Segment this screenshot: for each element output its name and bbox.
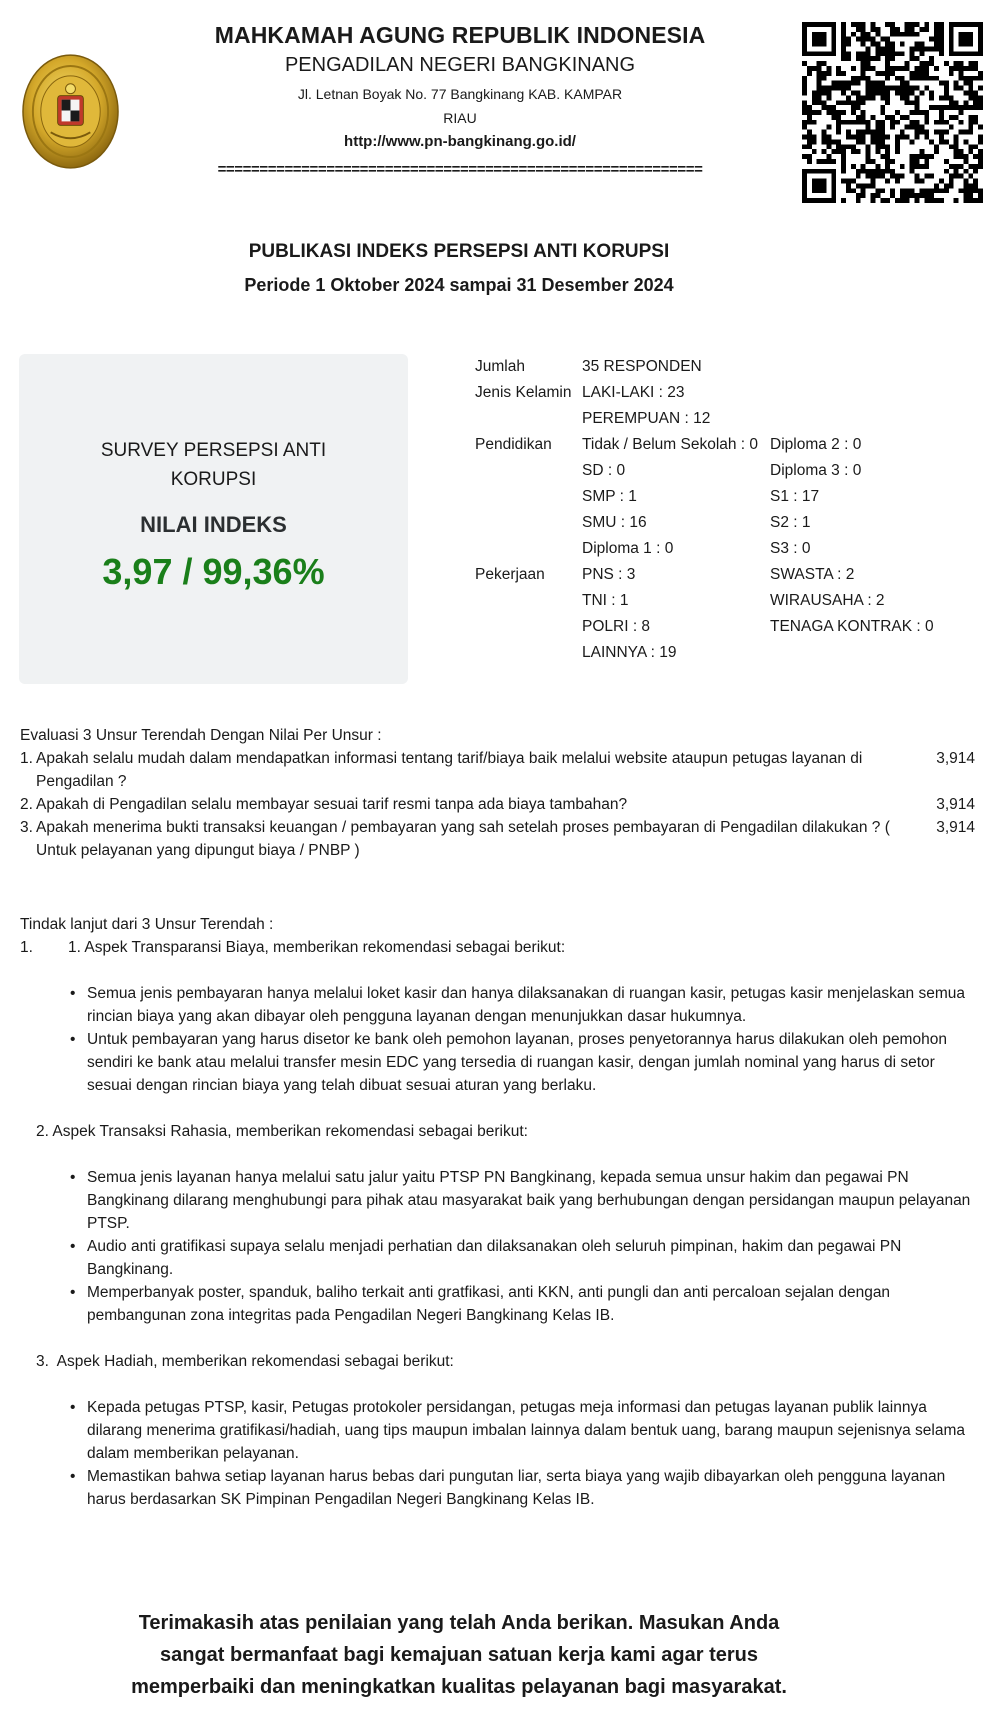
- index-card: [19, 354, 408, 684]
- item-text: Apakah di Pengadilan selalu membayar sesuai tarif resmi tanpa ada biaya tambahan?: [36, 796, 628, 813]
- evaluation-heading: Evaluasi 3 Unsur Terendah Dengan Nilai Per Unsur :: [20, 727, 382, 744]
- stats-value: LAKI-LAKI : 23: [582, 384, 685, 401]
- stats-value: SD : 0: [582, 462, 626, 479]
- stats-label: Jumlah: [475, 358, 525, 375]
- stats-label: Pendidikan: [475, 436, 552, 453]
- court-name: PENGADILAN NEGERI BANGKINANG: [284, 54, 636, 76]
- item-number: 2.: [20, 796, 33, 813]
- item-number: 1.: [20, 750, 33, 767]
- organization-name: MAHKAMAH AGUNG REPUBLIK INDONESIA: [214, 22, 706, 48]
- card-title: SURVEY PERSEPSI ANTI KORUPSI: [100, 440, 327, 490]
- stats-value: SMU : 16: [582, 514, 647, 531]
- stats-value: S3 : 0: [770, 540, 811, 557]
- aspect-bullets: [20, 982, 975, 1097]
- evaluation-item: [20, 816, 975, 862]
- item-score: 3,914: [936, 796, 975, 813]
- list-item: • Semua jenis layanan hanya melalui satu jalur yaitu PTSP PN Bangkinang, kepada semua unsur hakim dan pegawai PN Bangkinang dilarang menghubungi para pihak atau masyarakat baik yang berhubungan dengan persidangan maupun pelayanan PTSP.: [20, 1166, 975, 1235]
- court-province: RIAU: [443, 110, 477, 126]
- card-subtitle: NILAI INDEKS: [140, 512, 287, 537]
- aspect-bullets: [20, 1396, 975, 1511]
- stats-value: Tidak / Belum Sekolah : 0: [582, 436, 759, 453]
- evaluation-item: [20, 747, 975, 793]
- list-item: • Untuk pembayaran yang harus disetor ke bank oleh pemohon layanan, proses penyetorannya harus dilakukan oleh pemohon sendiri ke bank atau melalui transfer mesin EDC yang tersedia di ruangan kasir, dengan jumlah nominal yang harus di setor sesuai dengan rincian biaya yang telah dibuat sesuai aturan yang berlaku.: [20, 1028, 975, 1097]
- aspect-title: 2. Aspek Transaksi Rahasia, memberikan rekomendasi sebagai berikut:: [36, 1123, 528, 1140]
- stats-value: Diploma 2 : 0: [770, 436, 862, 453]
- list-item: • Audio anti gratifikasi supaya selalu menjadi perhatian dan dilaksanakan oleh seluruh pimpinan, hakim dan pegawai PN Bangkinang.: [20, 1235, 975, 1281]
- court-emblem-icon: [21, 53, 120, 170]
- item-score: 3,914: [936, 750, 975, 767]
- followup-heading: Tindak lanjut dari 3 Unsur Terendah :: [20, 916, 274, 933]
- list-item: • Memastikan bahwa setiap layanan harus bebas dari pungutan liar, serta biaya yang wajib dibayarkan oleh pengguna layanan harus berdasarkan SK Pimpinan Pengadilan Negeri Bangkinang Kelas IB.: [20, 1465, 975, 1511]
- aspect-title: 3. Aspek Hadiah, memberikan rekomendasi sebagai berikut:: [36, 1353, 454, 1370]
- stats-value: S1 : 17: [770, 488, 820, 505]
- aspect-title: [20, 936, 975, 959]
- stats-value: POLRI : 8: [582, 618, 651, 635]
- court-website[interactable]: http://www.pn-bangkinang.go.id/: [344, 133, 576, 150]
- list-item: • Kepada petugas PTSP, kasir, Petugas protokoler persidangan, petugas meja informasi dan petugas layanan publik lainnya dilarang menerima gratifikasi/hadiah, uang tips maupun imbalan lainnya dalam bentuk uang, barang maupun sejenisnya selama dalam memberikan pelayanan.: [20, 1396, 975, 1465]
- stats-value: TENAGA KONTRAK : 0: [770, 618, 934, 635]
- stats-value: SMP : 1: [582, 488, 637, 505]
- header-separator: ==========================================================: [217, 161, 703, 178]
- page-title: PUBLIKASI INDEKS PERSEPSI ANTI KORUPSI: [248, 241, 670, 262]
- stats-value: Diploma 1 : 0: [582, 540, 674, 557]
- list-item: • Memperbanyak poster, spanduk, baliho terkait anti gratfikasi, anti KKN, anti pungli dan anti percaloan sejalan dengan pembangunan zona integritas pada Pengadilan Negeri Bangkinang Kelas IB.: [20, 1281, 975, 1327]
- aspect-bullets: [20, 1166, 975, 1327]
- court-address: Jl. Letnan Boyak No. 77 Bangkinang KAB. KAMPAR: [297, 86, 623, 102]
- stats-value: Diploma 3 : 0: [770, 462, 862, 479]
- item-score: 3,914: [936, 819, 975, 836]
- stats-value: PNS : 3: [582, 566, 636, 583]
- stats-value: 35 RESPONDEN: [582, 358, 702, 375]
- letterhead: [140, 20, 780, 182]
- closing-message: Terimakasih atas penilaian yang telah Anda berikan. Masukan Anda sangat bermanfaat bagi kemajuan satuan kerja kami agar terus memperbaiki dan meningkatkan kualitas pelayanan bagi masyarakat.: [131, 1612, 787, 1698]
- aspect-title-text: 1. Aspek Transparansi Biaya, memberikan rekomendasi sebagai berikut:: [68, 939, 566, 956]
- stats-value: TNI : 1: [582, 592, 629, 609]
- index-value: 3,97 / 99,36%: [102, 551, 325, 592]
- evaluation-item: [20, 793, 975, 816]
- list-item: • Semua jenis pembayaran hanya melalui loket kasir dan hanya dilaksanakan di ruangan kasir, petugas kasir menjelaskan semua rincian biaya yang akan dibayar oleh pengguna layanan dengan menunjukkan dasar hukumnya.: [20, 982, 975, 1028]
- stats-value: S2 : 1: [770, 514, 811, 531]
- item-text: Apakah menerima bukti transaksi keuangan / pembayaran yang sah setelah proses pembayaran di Pengadilan dilakukan ? ( Untuk pelayanan yang dipungut biaya / PNBP ): [36, 819, 890, 859]
- stats-value: WIRAUSAHA : 2: [770, 592, 885, 609]
- stats-value: PEREMPUAN : 12: [582, 410, 711, 427]
- page-period: Periode 1 Oktober 2024 sampai 31 Desember 2024: [244, 275, 674, 295]
- item-number: 3.: [20, 819, 33, 836]
- stats-label: Pekerjaan: [475, 566, 545, 583]
- followup-section: [20, 913, 975, 1511]
- item-text: Apakah selalu mudah dalam mendapatkan informasi tentang tarif/biaya baik melalui website ataupun petugas layanan di Pengadilan ?: [36, 750, 863, 790]
- evaluation-section: [20, 724, 975, 862]
- stats-value: LAINNYA : 19: [582, 644, 677, 661]
- aspect-outer-number: 1.: [20, 939, 33, 956]
- stats-value: SWASTA : 2: [770, 566, 855, 583]
- stats-label: Jenis Kelamin: [475, 384, 572, 401]
- qr-code-icon: [802, 22, 983, 203]
